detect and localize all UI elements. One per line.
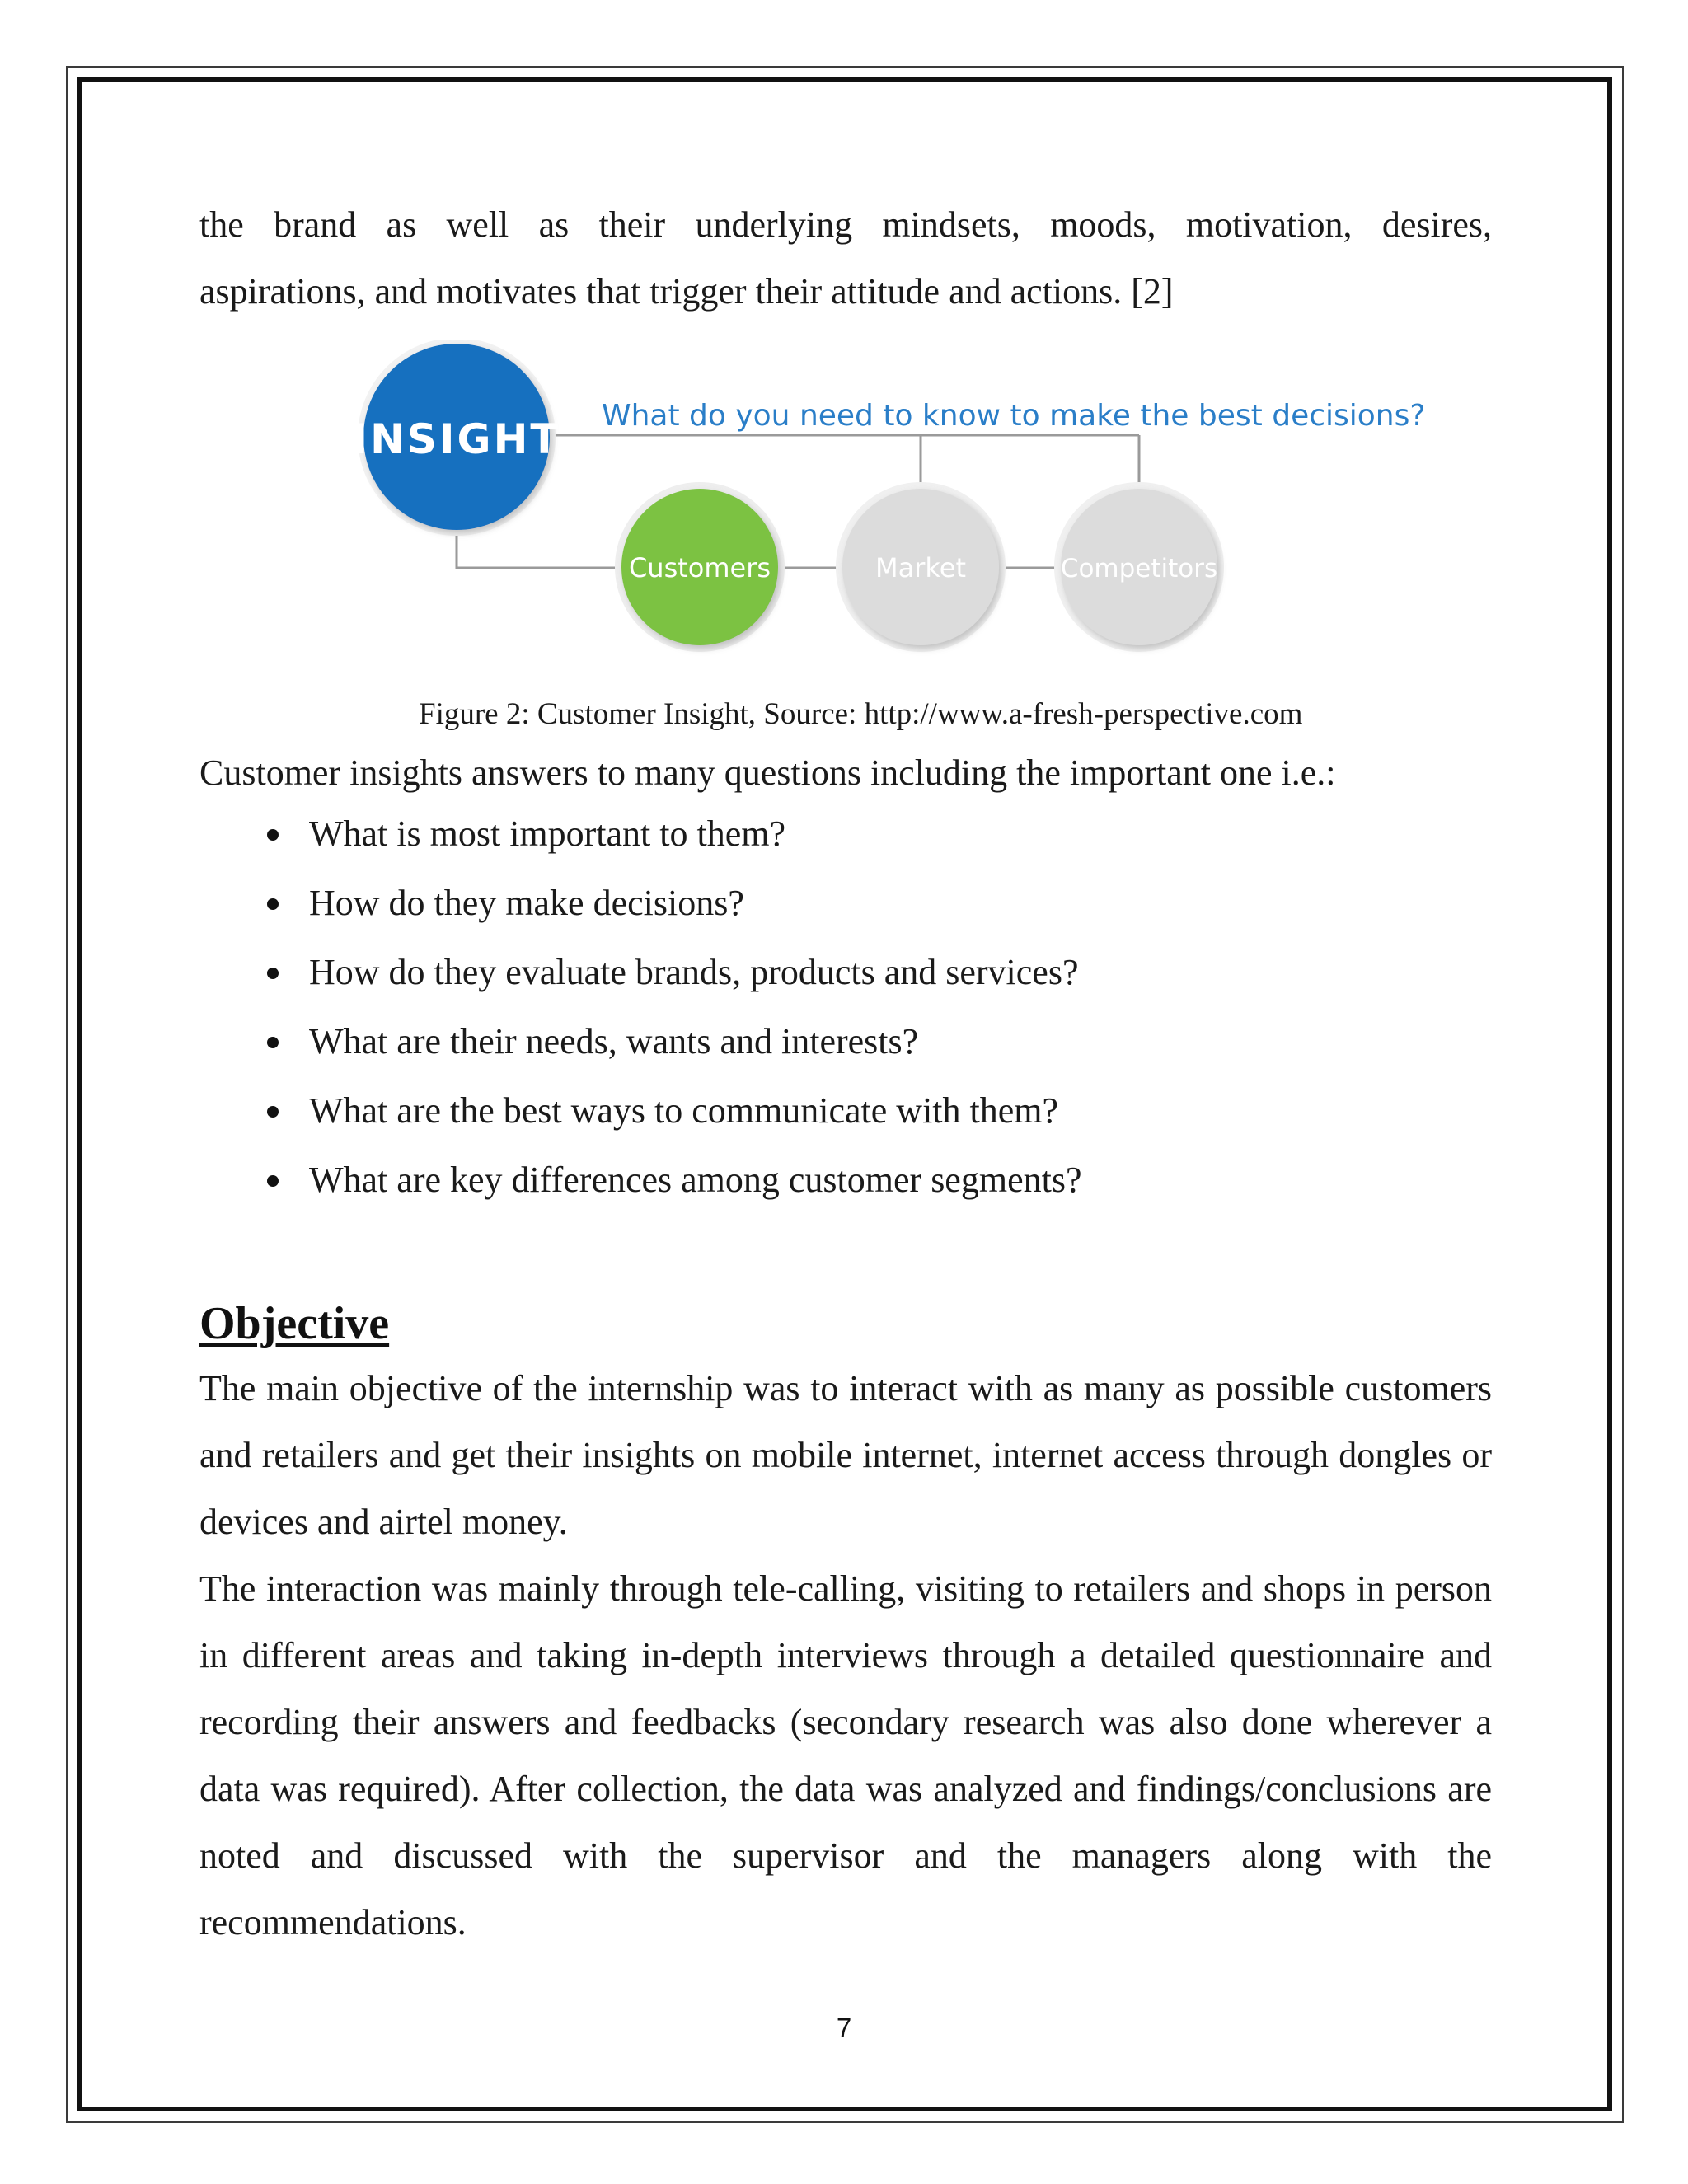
list-item-text: How do they make decisions? [309,883,744,923]
list-item [199,1007,1492,1076]
body-paragraph-line: aspirations, and motivates that trigger their attitude and actions. [2] [199,271,1174,312]
customers-label: Customers [628,552,771,583]
list-item [199,938,1492,1007]
body-paragraph-line: the brand as well as their underlying mindsets, moods, motivation, desires, [199,204,1492,245]
market-label: Market [875,552,966,583]
list-item-text: What are key differences among customer segments? [309,1160,1082,1200]
bullet-icon [267,898,279,910]
bullet-icon [267,1106,279,1118]
objective-paragraph: The interaction was mainly through tele-calling, visiting to retailers and shops in person in different areas and taking in-depth interviews through a detailed questionnaire and recording their answers and feedbacks (secondary research was also done wherever a data was required). After collection, the data was analyzed and findings/conclusions are noted and discussed with the supervisor and the managers along with the recommendations. [199,1568,1492,1943]
page-content [199,191,1492,1956]
decision-question: What do you need to know to make the best decisions? [602,399,1426,433]
question-list [199,799,1492,1215]
list-item [199,1146,1492,1215]
list-item-text: How do they evaluate brands, products and services? [309,952,1079,992]
list-item-text: What are their needs, wants and interests? [309,1021,919,1062]
list-item [199,1076,1492,1146]
figure-caption: Figure 2: Customer Insight, Source: http://www.a-fresh-perspective.com [419,697,1303,731]
insight-label: INSIGHT [352,415,561,463]
intro-sentence: Customer insights answers to many questions including the important one i.e.: [199,752,1336,793]
competitors-label: Competitors [1060,554,1218,583]
list-item-text: What is most important to them? [309,813,786,854]
list-item-text: What are the best ways to communicate with them? [309,1090,1059,1131]
bullet-icon [267,968,279,979]
bullet-icon [267,829,279,841]
insight-diagram [199,340,1492,694]
customer-insight-figure [199,340,1492,694]
list-item [199,799,1492,869]
list-item [199,869,1492,938]
objective-paragraph: The main objective of the internship was to interact with as many as possible customers and retailers and get their insights on mobile internet, internet access through dongles or devices and airtel money. [199,1368,1492,1542]
objective-heading: Objective [199,1298,390,1349]
page-number: 7 [836,2013,852,2043]
bullet-icon [267,1037,279,1048]
bullet-icon [267,1175,279,1187]
